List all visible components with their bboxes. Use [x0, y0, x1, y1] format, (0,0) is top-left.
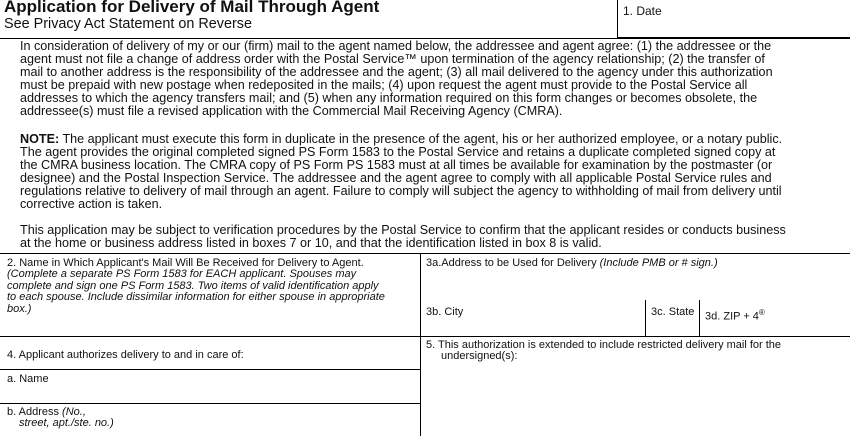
date-label: 1. Date — [623, 4, 662, 18]
box3c-label: 3c. State — [651, 306, 695, 318]
box2-instruction: box.) — [7, 302, 32, 315]
grid-line — [699, 300, 700, 336]
box5-text: undersigned(s): — [441, 350, 518, 363]
form-subtitle: See Privacy Act Statement on Reverse — [4, 16, 252, 32]
intro-line: mail to another address is the responsibility of the addressee and the agent; (3) all mail delivered to the agency under this authorization — [20, 64, 773, 79]
restricted-delivery-field[interactable] — [426, 340, 781, 363]
note-label: NOTE: — [20, 132, 60, 146]
box2-instruction: to each spouse. Include dissimilar information for either spouse in appropriate — [7, 291, 385, 304]
grid-line — [0, 403, 420, 404]
grid-line — [645, 300, 646, 336]
note-line: the CMRA business location. The CMRA copy of PS Form PS 1583 must at all times be available for examination by the postmaster (or — [20, 157, 773, 172]
agent-name-field[interactable] — [7, 374, 49, 385]
verification-line: This application may be subject to verification procedures by the Postal Service to confirm that the applicant resides or conducts business — [20, 223, 786, 237]
intro-line: agent must not file a change of address order with the Postal Service™ upon termination of the agency relationship; (2) the transfer of — [20, 51, 765, 66]
note-line: corrective action is taken. — [20, 196, 163, 211]
box4b-hint: street, apt./ste. no.) — [19, 417, 114, 430]
note-line: designee) and the Postal Inspection Service. The addressee and the agent agree to comply with all applicable Postal Service rules and — [20, 170, 772, 185]
care-of-section — [7, 350, 244, 361]
city-field[interactable] — [426, 307, 463, 318]
grid-line — [420, 253, 421, 436]
delivery-address-field[interactable] — [426, 258, 718, 269]
grid-line — [0, 369, 420, 370]
intro-line: must be prepaid with new postage when redeposited in the mails; (4) upon request the agent must provide to the Postal Service all — [20, 77, 748, 92]
box4a-label: a. Name — [7, 373, 49, 385]
box2-label: 2. Name in Which Applicant's Mail Will Be Received for Delivery to Agent. — [7, 257, 364, 269]
note-line: The agent provides the original completed signed PS Form 1583 to the Postal Service and retains a duplicate completed signed copy at — [20, 144, 776, 159]
box5-text: 5. This authorization is extended to include restricted delivery mail for the — [426, 339, 782, 351]
verification-line: at the home or business address listed in boxes 7 or 10, and that the identification listed in box 8 is valid. — [20, 235, 602, 250]
intro-line: In consideration of delivery of my or our (firm) mail to the agent named below, the addressee and agent agree: (1) the addressee or the — [20, 39, 772, 53]
grid-line — [420, 336, 850, 337]
registered-mark: ® — [758, 308, 765, 317]
box4-label: 4. Applicant authorizes delivery to and in care of: — [7, 349, 244, 361]
verification-paragraph — [20, 224, 820, 250]
box3b-label: 3b. City — [426, 306, 464, 318]
form-title: Application for Delivery of Mail Through Agent — [4, 0, 380, 16]
box3a-label: 3a.Address to be Used for Delivery — [426, 257, 600, 269]
box3d-label: 3d. ZIP + 4 — [705, 310, 759, 323]
state-field[interactable] — [651, 307, 694, 318]
applicant-name-field[interactable] — [7, 258, 385, 315]
box3a-hint: (Include PMB or # sign.) — [599, 257, 718, 269]
zip-field[interactable] — [705, 307, 765, 323]
grid-line — [0, 336, 420, 337]
note-line: regulations relative to delivery of mail through an agent. Failure to comply will subject the agency to withholding of mail from delivery until — [20, 183, 782, 198]
box2-instruction: complete and sign one PS Form 1583. Two items of valid identification apply — [7, 279, 379, 292]
agent-address-field[interactable] — [7, 407, 114, 430]
date-field[interactable] — [617, 0, 850, 38]
box4b-label: b. Address — [7, 406, 63, 418]
intro-paragraph — [20, 40, 820, 117]
note-paragraph — [20, 133, 820, 210]
box2-instruction: (Complete a separate PS Form 1583 for EACH applicant. Spouses may — [7, 268, 357, 281]
intro-line: addresses to which the agency transfers mail; and (5) when any information required on this form changes or becomes obsolete, the — [20, 90, 758, 105]
note-line: The applicant must execute this form in duplicate in the presence of the agent, his or her authorized employee, or a notary public. — [59, 132, 783, 146]
intro-line: addressee(s) must file a revised application with the Commercial Mail Receiving Agency (CMRA). — [20, 103, 563, 118]
grid-line — [0, 253, 850, 254]
box4b-hint: (No., — [62, 406, 86, 418]
